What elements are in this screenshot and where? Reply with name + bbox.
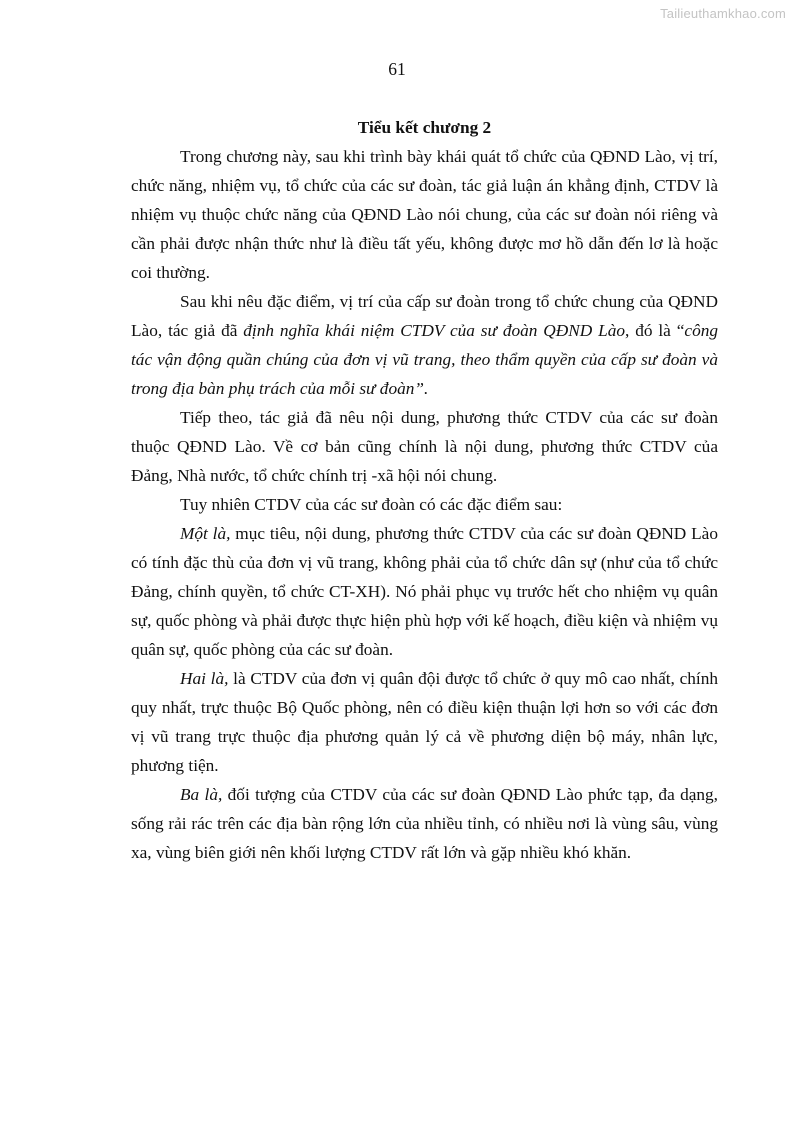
- paragraph-5: [131, 519, 718, 664]
- watermark: Tailieuthamkhao.com: [660, 6, 786, 21]
- paragraph-text: Tiếp theo, tác giả đã nêu nội dung, phương thức CTDV của các sư đoàn thuộc QĐND Lào. Về cơ bản cũng chính là nội dung, phương thức CTDV của Đảng, Nhà nước, tổ chức chính trị -xã hội nói chung.: [131, 408, 718, 485]
- paragraph-text: mục tiêu, nội dung, phương thức CTDV của các sư đoàn QĐND Lào có tính đặc thù của đơn vị vũ trang, không phải của tổ chức dân sự (như của tổ chức Đảng, chính quyền, tổ chức CT-XH). Nó phải phục vụ trước hết cho nhiệm vụ quân sự, quốc phòng và phải được thực hiện phù hợp với kế hoạch, điều kiện và nhiệm vụ quân sự, quốc phòng của các sư đoàn.: [131, 524, 718, 659]
- chapter-title: Tiểu kết chương 2: [357, 118, 492, 137]
- italic-quote: công tác vận động quần chúng của đơn vị vũ trang, theo thẩm quyền của cấp sư đoàn và trong địa bàn phụ trách của mỗi sư đoàn”.: [131, 321, 718, 398]
- paragraph-7: [131, 780, 718, 867]
- paragraph-2: [131, 287, 718, 403]
- paragraph-text: Trong chương này, sau khi trình bày khái quát tổ chức của QĐND Lào, vị trí, chức năng, nhiệm vụ, tổ chức của các sư đoàn, tác giả luận án khẳng định, CTDV là nhiệm vụ thuộc chức năng của QĐND Lào nói chung, của các sư đoàn nói riêng và cần phải được nhận thức như là điều tất yếu, không được mơ hồ dẫn đến lơ là hoặc coi thường.: [131, 147, 718, 282]
- italic-definition: định nghĩa khái niệm CTDV của sư đoàn QĐND Lào: [243, 321, 626, 340]
- paragraph-4: [131, 490, 718, 519]
- paragraph-text: Sau khi nêu đặc điểm, vị trí của cấp sư đoàn trong tổ chức chung của QĐND Lào, tác giả đã: [131, 292, 718, 340]
- paragraph-6: [131, 664, 718, 780]
- lead-phrase: Ba là,: [180, 785, 223, 804]
- document-body: [131, 113, 718, 867]
- paragraph-text: , đó là “: [625, 321, 685, 340]
- paragraph-text: là CTDV của đơn vị quân đội được tổ chức ở quy mô cao nhất, chính quy nhất, trực thuộc Bộ Quốc phòng, nên có điều kiện thuận lợi hơn so với các đơn vị vũ trang trực thuộc địa phương quản lý cả về phương diện bộ máy, nhân lực, phương tiện.: [131, 669, 718, 775]
- lead-phrase: Một là,: [180, 524, 231, 543]
- paragraph-1: [131, 142, 718, 287]
- page-number: 61: [388, 59, 406, 79]
- paragraph-text: đối tượng của CTDV của các sư đoàn QĐND Lào phức tạp, đa dạng, sống rải rác trên các địa bàn rộng lớn của nhiều tỉnh, có nhiều nơi là vùng sâu, vùng xa, vùng biên giới nên khối lượng CTDV rất lớn và gặp nhiều khó khăn.: [131, 785, 718, 862]
- lead-phrase: Hai là,: [180, 669, 229, 688]
- paragraph-3: [131, 403, 718, 490]
- paragraph-text: Tuy nhiên CTDV của các sư đoàn có các đặc điểm sau:: [180, 495, 563, 514]
